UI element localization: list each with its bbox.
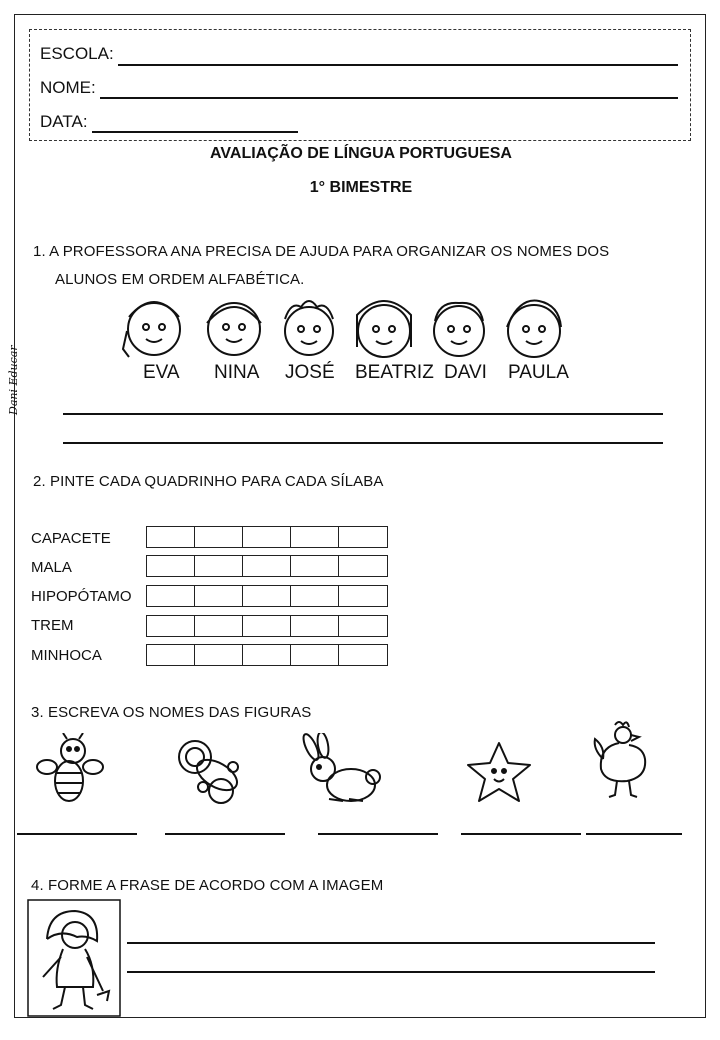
q1-answer-line-1[interactable] (63, 413, 663, 415)
word-minhoca: MINHOCA (31, 647, 102, 664)
header-box (29, 29, 691, 141)
name-eva: EVA (143, 362, 180, 383)
face-beatriz-icon (357, 301, 411, 357)
rooster-icon (589, 719, 661, 801)
face-eva-icon (123, 302, 180, 357)
syllable-boxes-trem[interactable] (146, 615, 388, 637)
bee-icon (35, 733, 105, 809)
page-subtitle: 1° BIMESTRE (309, 179, 413, 196)
date-label: DATA: (40, 112, 88, 131)
word-mala: MALA (31, 559, 72, 576)
q4-text: 4. FORME A FRASE DE ACORDO COM A IMAGEM (31, 877, 384, 894)
worksheet-page (7, 14, 706, 1018)
q3-answer-line-5[interactable] (586, 833, 682, 835)
side-watermark: Dani Educar (7, 345, 20, 415)
syllable-boxes-mala[interactable] (146, 555, 388, 577)
school-field[interactable] (118, 64, 678, 66)
q4-answer-line-1[interactable] (127, 942, 655, 944)
syllable-boxes-capacete[interactable] (146, 526, 388, 548)
q3-answer-line-3[interactable] (318, 833, 438, 835)
word-hipopotamo: HIPOPÓTAMO (31, 588, 132, 605)
face-davi-icon (434, 303, 484, 356)
name-beatriz: BEATRIZ (355, 362, 434, 383)
q4-answer-line-2[interactable] (127, 971, 655, 973)
face-jose-icon (285, 301, 333, 355)
face-nina-icon (207, 303, 261, 355)
name-paula: PAULA (508, 362, 569, 383)
q3-text: 3. ESCREVA OS NOMES DAS FIGURAS (31, 704, 312, 721)
q1-answer-line-2[interactable] (63, 442, 663, 444)
face-paula-icon (507, 301, 561, 357)
q3-answer-line-4[interactable] (461, 833, 581, 835)
rabbit-icon (299, 733, 383, 809)
date-field[interactable] (92, 131, 298, 133)
name-nina: NINA (214, 362, 260, 383)
q1-text-line2: ALUNOS EM ORDEM ALFABÉTICA. (55, 271, 305, 288)
word-capacete: CAPACETE (31, 530, 111, 547)
name-davi: DAVI (444, 362, 487, 383)
q3-answer-line-1[interactable] (17, 833, 137, 835)
star-icon (463, 739, 535, 805)
q2-text: 2. PINTE CADA QUADRINHO PARA CADA SÍLABA (33, 473, 384, 490)
children-faces-illustration (119, 287, 569, 367)
word-trem: TREM (31, 617, 74, 634)
syllable-boxes-hipopotamo[interactable] (146, 585, 388, 607)
pacifier-icon (173, 737, 247, 807)
name-jose: JOSÉ (285, 362, 335, 383)
name-field[interactable] (100, 97, 678, 99)
girl-picking-up-illustration (27, 899, 121, 1017)
page-title: AVALIAÇÃO DE LÍNGUA PORTUGUESA (210, 145, 512, 162)
syllable-boxes-minhoca[interactable] (146, 644, 388, 666)
school-label: ESCOLA: (40, 44, 114, 63)
name-label: NOME: (40, 78, 96, 97)
q1-text-line1: 1. A PROFESSORA ANA PRECISA DE AJUDA PARA ORGANIZAR OS NOMES DOS (33, 243, 610, 260)
q3-answer-line-2[interactable] (165, 833, 285, 835)
